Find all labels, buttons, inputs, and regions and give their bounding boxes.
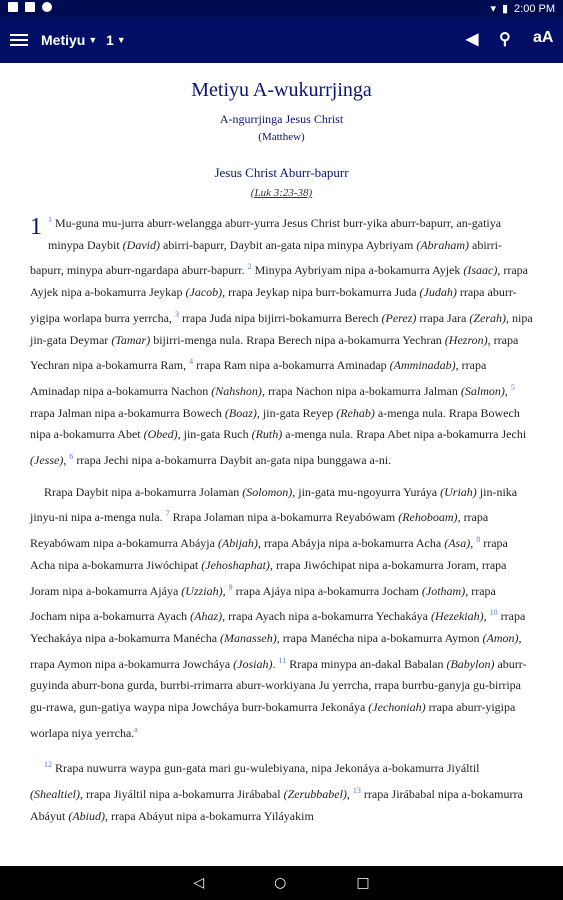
book-name: Metiyu xyxy=(41,32,86,48)
status-bar xyxy=(0,0,563,17)
navigation-bar xyxy=(0,866,563,900)
battery-icon: ▮ xyxy=(501,3,509,15)
notification-icon xyxy=(8,2,18,12)
section-heading: Jesus Christ Aburr-bapurr xyxy=(214,165,349,180)
back-icon[interactable]: ◁ xyxy=(193,875,205,891)
chapter-number: 1 xyxy=(30,214,42,240)
image-icon xyxy=(25,2,35,12)
clock: 2:00 PM xyxy=(514,2,555,15)
search-icon[interactable]: ⚲ xyxy=(499,31,511,48)
cross-reference-link[interactable]: (Luk 3:23-38) xyxy=(250,187,313,199)
wifi-icon: ▾ xyxy=(490,3,496,15)
menu-icon[interactable] xyxy=(10,31,28,47)
book-subtitle: A-ngurrjinga Jesus Christ xyxy=(219,112,344,126)
home-icon[interactable]: ○ xyxy=(274,875,287,891)
book-english-name: (Matthew) xyxy=(258,131,305,143)
chapter-name: 1 xyxy=(106,32,114,48)
text-size-icon[interactable]: aA xyxy=(533,29,554,46)
alert-icon xyxy=(42,2,52,12)
scripture-content[interactable] xyxy=(0,63,563,866)
speaker-icon[interactable]: ◀ xyxy=(466,31,479,48)
app-bar xyxy=(0,17,563,63)
chapter-selector[interactable] xyxy=(106,32,126,48)
chevron-down-icon: ▼ xyxy=(88,35,98,45)
book-title: Metiyu A-wukurrjinga xyxy=(191,79,372,101)
chevron-down-icon: ▼ xyxy=(116,35,126,45)
recents-icon[interactable]: □ xyxy=(356,875,370,891)
paragraph: 1 $^1$ Mu-guna mu-jurra aburr-welangga aburr-yurra Jesus Christ burr-yika aburr-bapurr, an-gatiya minypa Daybit (David) abirri-bapurr, Daybit an-gata nipa minypa Aybriyam (Abraham) abirri-bapurr, minypa aburr-ngardapa aburr-bapurr. $^2$ Minypa Aybriyam nipa a-bokamurra Ayjek (Isaac), rrapa Ayjek nipa a-bokamurra Jeykap (Jacob), rrapa Jeykap nipa burr-bokamurra Juda (Judah) rrapa aburr-yigipa worlapa burra yerrcha, $^3$ rrapa Juda nipa bijirri-bokamurra Berech (Perez) rrapa Jara (Zerah), nipa jin-gata Deymar (Tamar) bijirri-menga nula. Rrapa Berech nipa a-bokamurra Yechran (Hezron), rrapa Yechran nipa a-bokamurra Ram, $^4$ rrapa Ram nipa a-bokamurra Aminadap (Amminadab), rrapa Aminadap nipa a-bokamurra Nachon (Nahshon), rrapa Nachon nipa a-bokamurra Jalman (Salmon), $^5$ rrapa Jalman nipa a-bokamurra Bowech (Boaz), jin-gata Reyep (Rehab) a-menga nula. Rrapa Bowech nipa a-bokamurra Abet (Obed), jin-gata Ruch (Ruth) a-menga nula. Rrapa Abet nipa a-bokamurra Jechi (Jesse), $^6$ rrapa Jechi nipa a-bokamurra Daybit an-gata nipa bunggawa a-ni. xyxy=(30,214,533,468)
paragraph: Rrapa Daybit nipa a-bokamurra Jolaman (Solomon), jin-gata mu-ngoyurra Yuráya (Uriah) jin-nika jinyu-ni nipa a-menga nula. $^7$ Rrapa Jolaman nipa a-bokamurra Reyabówam (Rehoboam), rrapa Reyabówam nipa a-bokamurra Abáyja (Abijah), rrapa Abáyja nipa a-bokamurra Acha (Asa), $^8$ rrapa Acha nipa a-bokamurra Jiwóchipat (Jehoshaphat), rrapa Jiwóchipat nipa a-bokamurra Joram, rrapa Joram nipa a-bokamurra Ajáya (Uzziah), $^9$ rrapa Ajáya nipa a-bokamurra Jocham (Jotham), rrapa Jocham nipa a-bokamurra Ayach (Ahaz), rrapa Ayach nipa a-bokamurra Yechakáya (Hezekiah), $^{10}$ rrapa Yechakáya nipa a-bokamurra Manécha (Manasseh), rrapa Manécha nipa a-bokamurra Aymon (Amon), rrapa Aymon nipa a-bokamurra Jowcháya (Josiah). $^{11}$ Rrapa minypa an-dakal Babalan (Babylon) aburr-guyinda aburr-bona gurda, burrbi-rrimarra aburr-workiyana Ju yerrcha, rrapa burrbu-ganyja gu-birripa gu-rrawa, gun-gatiya waypa nipa Jowcháya burr-bokamurra Jekonáya (Jechoniah) rrapa aburr-yigipa worlapa niya yerrcha.$^a$ xyxy=(30,484,527,740)
paragraph: $^{12}$ Rrapa nuwurra waypa gun-gata mari gu-wulebiyana, nipa Jekonáya a-bokamurra Jiyáltil (Shealtiel), rrapa Jiyáltil nipa a-bokamurra Jirábabal (Zerubbabel), $^{13}$ rrapa Jirábabal nipa a-bokamurra Abáyut (Abiud), rrapa Abáyut nipa a-bokamurra Yiláyakim xyxy=(30,760,523,823)
book-selector[interactable] xyxy=(41,32,97,48)
